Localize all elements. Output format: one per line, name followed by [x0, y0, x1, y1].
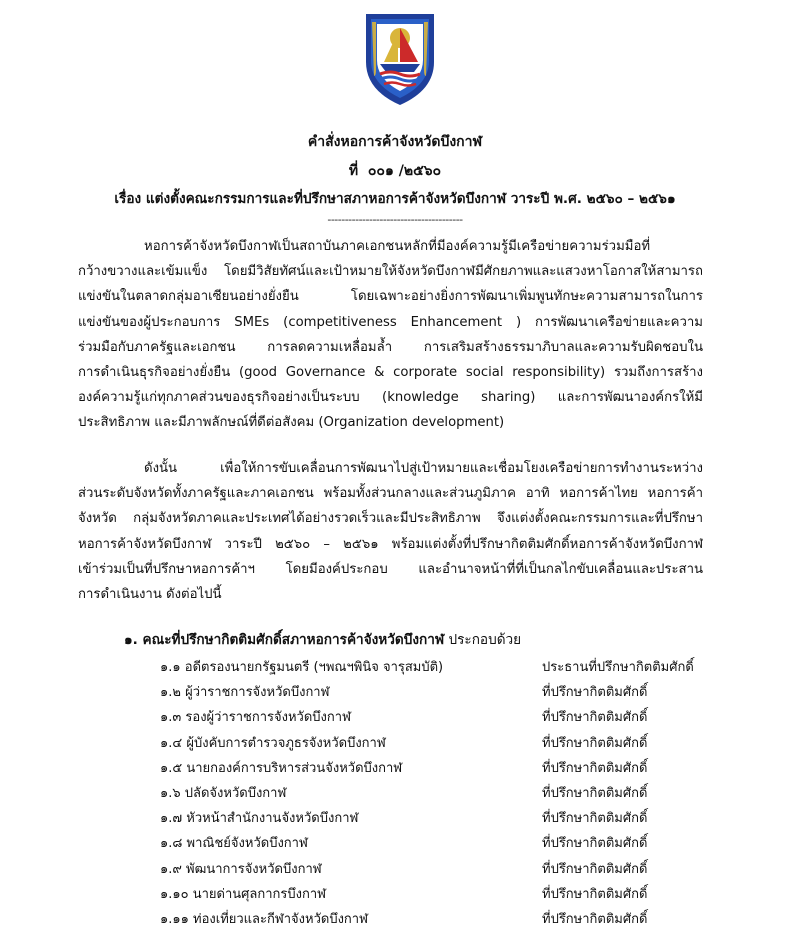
section-suffix: ประกอบด้วย	[444, 632, 522, 648]
section-title: ๑. คณะที่ปรึกษากิตติมศักดิ์สภาหอการค้าจังหวัดบึงกาฬ	[124, 632, 445, 648]
order-number: ๐๐๑ /๒๕๖๐	[367, 163, 442, 179]
list-item	[160, 705, 712, 730]
paragraph-line: ประสิทธิภาพ และมีภาพลักษณ์ที่ดีต่อสังคม (Organization development)	[78, 415, 505, 431]
chamber-logo	[360, 10, 440, 108]
paragraph-line: หอการค้าจังหวัดบึงกาฬเป็นสถาบันภาคเอกชนหลักที่มีองค์ความรู้มีเครือข่ายความร่วมมือที่	[144, 239, 651, 254]
member-role: ที่ปรึกษากิตติมศักดิ์	[542, 710, 648, 726]
paragraph-line: การดำเนินงาน ดังต่อไปนี้	[78, 586, 222, 602]
list-item	[160, 781, 712, 806]
list-item	[160, 882, 712, 907]
order-title: คำสั่งหอการค้าจังหวัดบึงกาฬ	[307, 134, 483, 150]
member-title: ๑.๗ หัวหน้าสำนักงานจังหวัดบึงกาฬ	[160, 811, 359, 827]
paragraph-line: หอการค้าจังหวัดบึงกาฬ วาระปี ๒๕๖๐ – ๒๕๖๑ พร้อมแต่งตั้งที่ปรึกษากิตติมศักดิ์หอการค้าจังหวัดบึงกาฬ	[78, 536, 703, 552]
member-role: ที่ปรึกษากิตติมศักดิ์	[542, 886, 648, 902]
member-role: ประธานที่ปรึกษากิตติมศักดิ์	[542, 660, 694, 675]
order-subject: เรื่อง แต่งตั้งคณะกรรมการและที่ปรึกษาสภาหอการค้าจังหวัดบึงกาฬ วาระปี พ.ศ. ๒๕๖๐ – ๒๕๖๑	[114, 191, 676, 207]
member-title: ๑.๖ ปลัดจังหวัดบึงกาฬ	[160, 785, 287, 801]
list-item	[160, 756, 712, 781]
list-item	[160, 806, 712, 831]
member-title: ๑.๑๑ ท่องเที่ยวและกีฬาจังหวัดบึงกาฬ	[160, 911, 368, 927]
paragraph-line: ดังนั้น เพื่อให้การขับเคลื่อนการพัฒนาไปสู่เป้าหมายและเชื่อมโยงเครือข่ายการทำงานระหว่าง	[144, 461, 703, 476]
member-role: ที่ปรึกษากิตติมศักดิ์	[542, 785, 648, 801]
member-title: ๑.๓ รองผู้ว่าราชการจังหวัดบึงกาฬ	[160, 710, 351, 726]
member-title: ๑.๘ พาณิชย์จังหวัดบึงกาฬ	[160, 836, 308, 852]
member-title: ๑.๑๐ นายด่านศุลกากรบึงกาฬ	[160, 886, 327, 902]
member-role: ที่ปรึกษากิตติมศักดิ์	[542, 760, 648, 776]
member-role: ที่ปรึกษากิตติมศักดิ์	[542, 911, 648, 927]
list-item	[160, 680, 712, 705]
member-role: ที่ปรึกษากิตติมศักดิ์	[542, 836, 648, 852]
section-heading	[124, 628, 521, 650]
paragraph-line: ร่วมมือกับภาครัฐและเอกชน การลดความเหลื่อมล้ำ การเสริมสร้างธรรมาภิบาลและความรับผิดชอบใน	[78, 339, 703, 355]
member-role: ที่ปรึกษากิตติมศักดิ์	[542, 811, 648, 827]
paragraph-line: แข่งขันของผู้ประกอบการ SMEs (competitiveness Enhancement ) การพัฒนาเครือข่ายและความ	[78, 314, 703, 330]
member-title: ๑.๔ ผู้บังคับการตำรวจภูธรจังหวัดบึงกาฬ	[160, 735, 386, 751]
member-title: ๑.๒ ผู้ว่าราชการจังหวัดบึงกาฬ	[160, 685, 330, 701]
member-role: ที่ปรึกษากิตติมศักดิ์	[542, 861, 648, 877]
paragraph-intro	[78, 234, 703, 436]
paragraph-line: ส่วนระดับจังหวัดทั้งภาครัฐและภาคเอกชน พร้อมทั้งส่วนกลางและส่วนภูมิภาค อาทิ หอการค้าไทย หอการค้า	[78, 486, 703, 502]
member-title: ๑.๙ พัฒนาการจังหวัดบึงกาฬ	[160, 861, 322, 877]
list-item	[160, 907, 712, 932]
order-number-line	[0, 160, 790, 182]
list-item	[160, 831, 712, 856]
order-number-label: ที่	[348, 163, 359, 179]
paragraph-line: จังหวัด กลุ่มจังหวัดภาคและประเทศได้อย่างรวดเร็วและมีประสิทธิภาพ จึงแต่งตั้งคณะกรรมการและที่ปรึกษา	[78, 511, 703, 527]
member-title: ๑.๕ นายกองค์การบริหารส่วนจังหวัดบึงกาฬ	[160, 760, 403, 776]
paragraph-line: กว้างขวางและเข้มแข็ง โดยมีวิสัยทัศน์และเป้าหมายให้จังหวัดบึงกาฬมีศักยภาพและแสวงหาโอกาสให้สามารถ	[78, 264, 703, 280]
list-item	[160, 731, 712, 756]
member-role: ที่ปรึกษากิตติมศักดิ์	[542, 685, 648, 701]
divider-line: ---------------------------------------	[327, 213, 463, 226]
advisor-list	[160, 655, 712, 932]
paragraph-line: องค์ความรู้แก่ทุกภาคส่วนของธุรกิจอย่างเป็นระบบ (knowledge sharing) และการพัฒนาองค์กรให้มี	[78, 390, 703, 406]
list-item	[160, 655, 712, 680]
member-title: ๑.๑ อดีตรองนายกรัฐมนตรี (ฯพณฯพินิจ จารุสมบัติ)	[160, 660, 444, 675]
list-item	[160, 857, 712, 882]
chamber-of-commerce-shield-logo-icon	[360, 10, 440, 108]
paragraph-line: เข้าร่วมเป็นที่ปรึกษาหอการค้าฯ โดยมีองค์ประกอบ และอำนาจหน้าที่ที่เป็นกลไกขับเคลื่อนและประสาน	[78, 561, 703, 577]
member-role: ที่ปรึกษากิตติมศักดิ์	[542, 735, 648, 751]
paragraph-line: การดำเนินธุรกิจอย่างยั่งยืน (good Governance & corporate social responsibility) รวมถึงการสร้าง	[78, 364, 703, 380]
paragraph-line: แข่งขันในตลาดกลุ่มอาเซียนอย่างยั่งยืน โดยเฉพาะอย่างยิ่งการพัฒนาเพิ่มพูนทักษะความสามารถในการ	[78, 289, 703, 305]
paragraph-appointment	[78, 456, 703, 607]
